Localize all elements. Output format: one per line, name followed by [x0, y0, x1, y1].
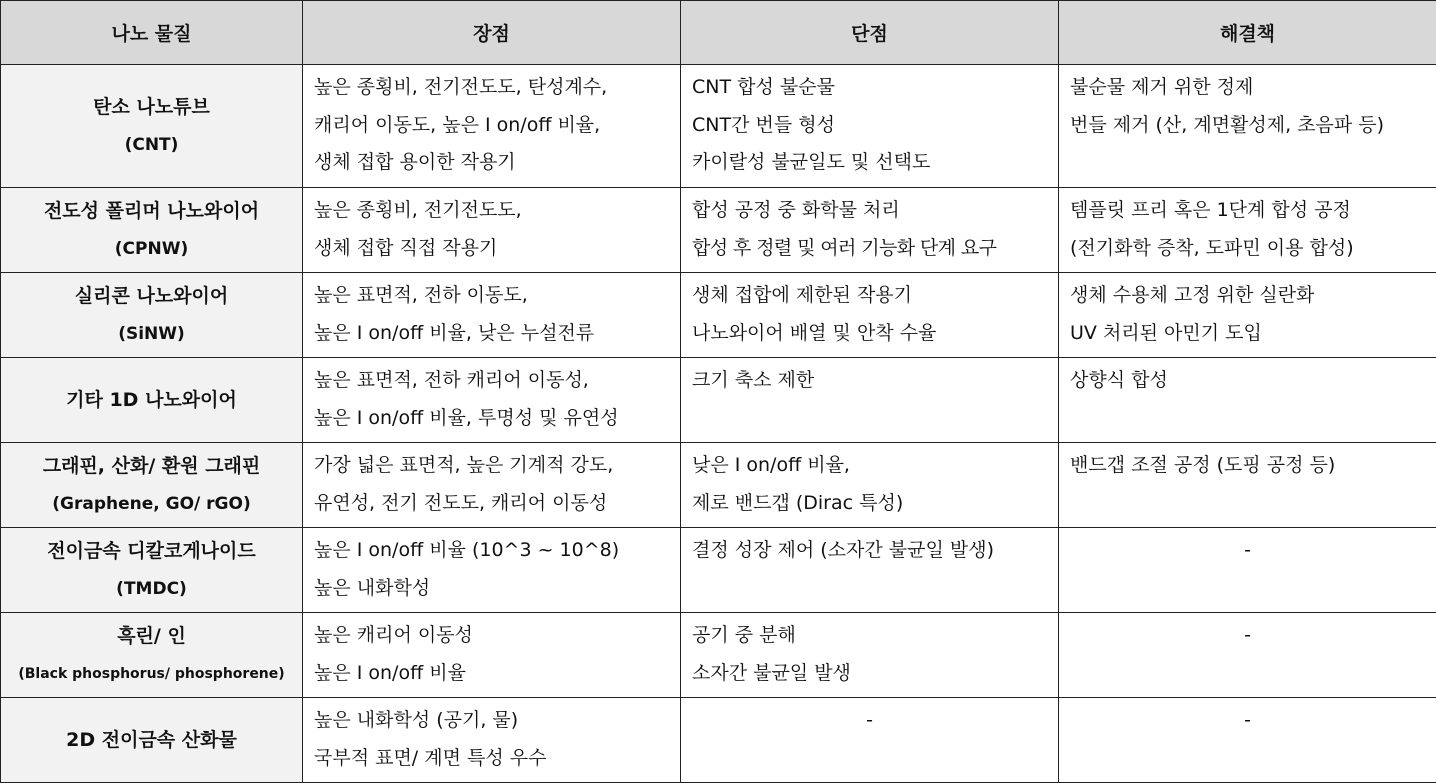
material-name: 전이금속 디칼코게나이드	[5, 532, 298, 570]
disadvantage-line: 제로 밴드갭 (Dirac 특성)	[692, 485, 1052, 523]
advantages-cell	[303, 613, 681, 698]
solutions-cell: -	[1059, 613, 1436, 698]
solution-line: 생체 수용체 고정 위한 실란화	[1070, 277, 1430, 315]
advantage-line: 높은 종횡비, 전기전도도, 탄성계수,	[314, 69, 674, 107]
disadvantage-line: CNT 합성 불순물	[692, 69, 1052, 107]
disadvantage-line: 크기 축소 제한	[692, 362, 1052, 400]
material-name: 탄소 나노튜브	[5, 88, 298, 126]
material-abbr: (TMDC)	[5, 570, 298, 608]
disadvantages-cell	[681, 528, 1059, 613]
solutions-cell	[1059, 273, 1436, 358]
disadvantages-cell: -	[681, 698, 1059, 783]
material-cell	[1, 698, 303, 783]
advantages-cell	[303, 188, 681, 273]
material-name: 그래핀, 산화/ 환원 그래핀	[5, 447, 298, 485]
table-row	[1, 188, 1436, 273]
material-abbr: (CPNW)	[5, 230, 298, 268]
disadvantages-cell	[681, 443, 1059, 528]
header-material: 나노 물질	[1, 1, 303, 65]
disadvantage-line: CNT간 번들 형성	[692, 107, 1052, 145]
solution-line: 번들 제거 (산, 계면활성제, 초음파 등)	[1070, 107, 1430, 145]
advantage-line: 국부적 표면/ 계면 특성 우수	[314, 740, 674, 778]
table-row	[1, 613, 1436, 698]
disadvantage-line: 공기 중 분해	[692, 617, 1052, 655]
advantages-cell	[303, 528, 681, 613]
disadvantage-line: 낮은 I on/off 비율,	[692, 447, 1052, 485]
advantages-cell	[303, 698, 681, 783]
disadvantage-line: 나노와이어 배열 및 안착 수율	[692, 315, 1052, 353]
table-row	[1, 273, 1436, 358]
material-cell	[1, 528, 303, 613]
solution-line: 템플릿 프리 혹은 1단계 합성 공정	[1070, 192, 1430, 230]
advantages-cell	[303, 443, 681, 528]
material-name: 2D 전이금속 산화물	[5, 721, 298, 759]
material-cell	[1, 613, 303, 698]
solutions-cell: -	[1059, 528, 1436, 613]
solution-line: (전기화학 증착, 도파민 이용 합성)	[1070, 230, 1430, 268]
material-abbr: (Graphene, GO/ rGO)	[5, 485, 298, 523]
advantages-cell	[303, 65, 681, 188]
advantages-cell	[303, 273, 681, 358]
disadvantage-line: 결정 성장 제어 (소자간 불균일 발생)	[692, 532, 1052, 570]
advantage-line: 높은 I on/off 비율, 낮은 누설전류	[314, 315, 674, 353]
disadvantages-cell	[681, 273, 1059, 358]
material-abbr: (Black phosphorus/ phosphorene)	[5, 655, 298, 693]
disadvantages-cell	[681, 613, 1059, 698]
material-name: 전도성 폴리머 나노와이어	[5, 192, 298, 230]
material-cell	[1, 443, 303, 528]
solutions-cell: -	[1059, 698, 1436, 783]
material-cell	[1, 358, 303, 443]
table-row	[1, 698, 1436, 783]
advantage-line: 높은 내화학성 (공기, 물)	[314, 702, 674, 740]
advantages-cell	[303, 358, 681, 443]
solution-line: 불순물 제거 위한 정제	[1070, 69, 1430, 107]
advantage-line: 유연성, 전기 전도도, 캐리어 이동성	[314, 485, 674, 523]
advantage-line: 높은 표면적, 전하 캐리어 이동성,	[314, 362, 674, 400]
table-row	[1, 358, 1436, 443]
material-abbr: (CNT)	[5, 126, 298, 164]
disadvantages-cell	[681, 65, 1059, 188]
table-row	[1, 528, 1436, 613]
header-solutions: 해결책	[1059, 1, 1436, 65]
material-name: 흑린/ 인	[5, 617, 298, 655]
solutions-cell	[1059, 358, 1436, 443]
disadvantage-line: 카이랄성 불균일도 및 선택도	[692, 144, 1052, 182]
disadvantage-line: 소자간 불균일 발생	[692, 655, 1052, 693]
disadvantages-cell	[681, 188, 1059, 273]
advantage-line: 높은 내화학성	[314, 570, 674, 608]
solution-line: 상향식 합성	[1070, 362, 1430, 400]
table-row	[1, 65, 1436, 188]
solution-line: 밴드갭 조절 공정 (도핑 공정 등)	[1070, 447, 1430, 485]
solutions-cell	[1059, 65, 1436, 188]
material-cell	[1, 188, 303, 273]
advantage-line: 높은 캐리어 이동성	[314, 617, 674, 655]
disadvantage-line: 합성 공정 중 화학물 처리	[692, 192, 1052, 230]
solution-line: UV 처리된 아민기 도입	[1070, 315, 1430, 353]
advantage-line: 높은 I on/off 비율	[314, 655, 674, 693]
solutions-cell	[1059, 188, 1436, 273]
disadvantages-cell	[681, 358, 1059, 443]
advantage-line: 높은 I on/off 비율, 투명성 및 유연성	[314, 400, 674, 438]
advantage-line: 높은 I on/off 비율 (10^3 ~ 10^8)	[314, 532, 674, 570]
solutions-cell	[1059, 443, 1436, 528]
advantage-line: 생체 접합 직접 작용기	[314, 230, 674, 268]
advantage-line: 높은 표면적, 전하 이동도,	[314, 277, 674, 315]
advantage-line: 캐리어 이동도, 높은 I on/off 비율,	[314, 107, 674, 145]
material-abbr: (SiNW)	[5, 315, 298, 353]
material-name: 기타 1D 나노와이어	[5, 381, 298, 419]
header-disadvantages: 단점	[681, 1, 1059, 65]
table-row	[1, 443, 1436, 528]
advantage-line: 생체 접합 용이한 작용기	[314, 144, 674, 182]
disadvantage-line: 생체 접합에 제한된 작용기	[692, 277, 1052, 315]
advantage-line: 가장 넓은 표면적, 높은 기계적 강도,	[314, 447, 674, 485]
material-cell	[1, 273, 303, 358]
advantage-line: 높은 종횡비, 전기전도도,	[314, 192, 674, 230]
material-name: 실리콘 나노와이어	[5, 277, 298, 315]
header-row	[1, 1, 1436, 65]
header-advantages: 장점	[303, 1, 681, 65]
disadvantage-line: 합성 후 정렬 및 여러 기능화 단계 요구	[692, 230, 1052, 268]
material-cell	[1, 65, 303, 188]
